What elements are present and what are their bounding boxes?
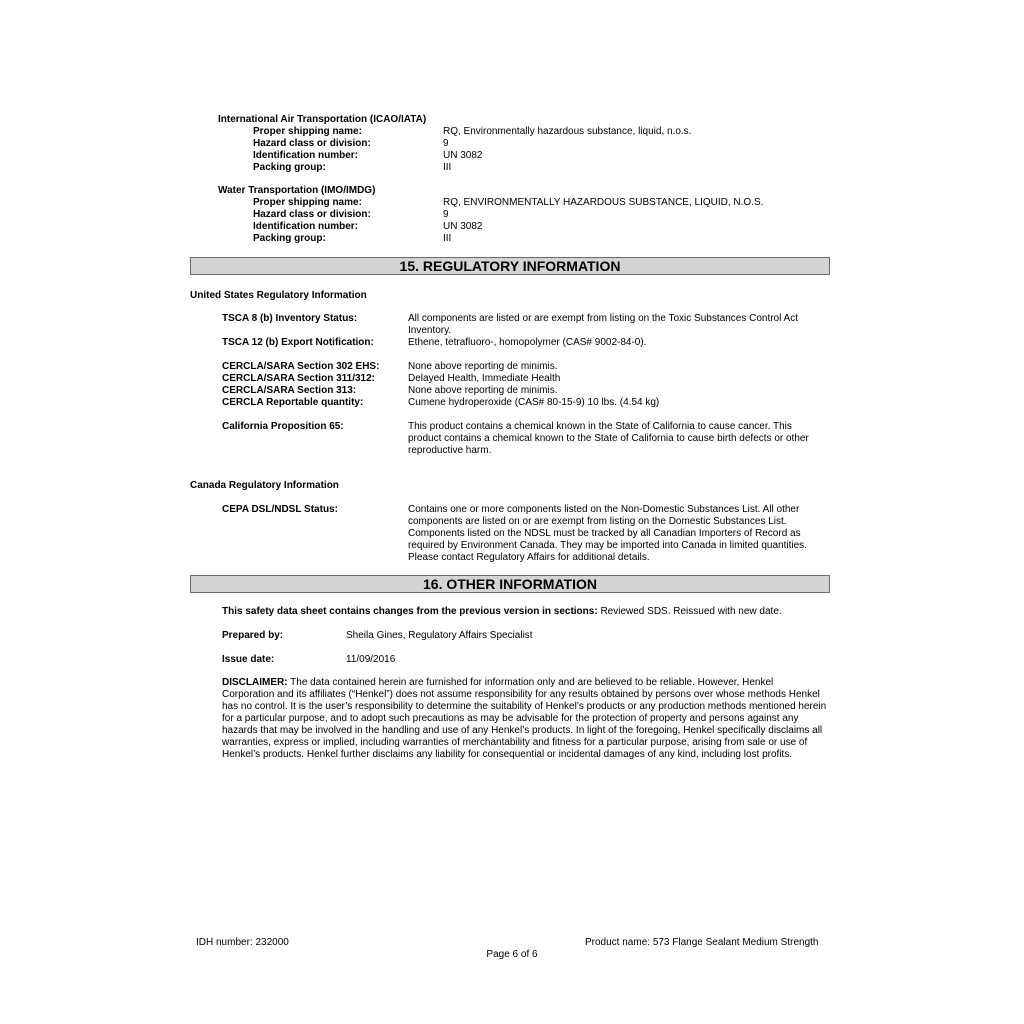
tsca-inventory-label: TSCA 8 (b) Inventory Status:: [222, 313, 358, 324]
cercla-313-label: CERCLA/SARA Section 313:: [222, 385, 357, 396]
footer-page-number: Page 6 of 6: [486, 949, 538, 960]
prop65-value: This product contains a chemical known in the State of California to cause cancer. This product contains a chemical known to the State of California to cause birth defects or other reproductive harm.: [408, 421, 809, 456]
air-transport-heading: International Air Transportation (ICAO/IATA): [218, 114, 427, 125]
tsca-inventory-value: All components are listed or are exempt from listing on the Toxic Substances Control Act Inventory.: [408, 313, 799, 336]
tsca-export-value: Ethene, tetrafluoro-, homopolymer (CAS# 9002-84-0).: [408, 337, 647, 348]
disclaimer-label: DISCLAIMER:: [222, 677, 288, 688]
water-hazard-class-label: Hazard class or division:: [253, 209, 371, 220]
water-packing-group-value: III: [443, 233, 452, 244]
cercla-311-label: CERCLA/SARA Section 311/312:: [222, 373, 376, 384]
changes-label: This safety data sheet contains changes from the previous version in sections:: [222, 606, 598, 617]
footer-product-name: Product name: 573 Flange Sealant Medium Strength: [585, 937, 819, 948]
air-id-number-value: UN 3082: [443, 150, 483, 161]
water-id-number-label: Identification number:: [253, 221, 358, 232]
footer-idh-number: IDH number: 232000: [196, 937, 289, 948]
section-16-banner: 16. OTHER INFORMATION: [190, 575, 830, 593]
us-regulatory-heading: United States Regulatory Information: [190, 290, 367, 301]
air-shipping-name-label: Proper shipping name:: [253, 126, 362, 137]
water-shipping-name-label: Proper shipping name:: [253, 197, 362, 208]
air-packing-group-value: III: [443, 162, 452, 173]
water-id-number-value: UN 3082: [443, 221, 483, 232]
prepared-by-label: Prepared by:: [222, 630, 284, 641]
water-transport-heading: Water Transportation (IMO/IMDG): [218, 185, 376, 196]
changes-line: [222, 606, 782, 618]
air-hazard-class-value: 9: [443, 138, 449, 149]
section-15-banner: 15. REGULATORY INFORMATION: [190, 257, 830, 275]
cercla-rq-value: Cumene hydroperoxide (CAS# 80-15-9) 10 lbs. (4.54 kg): [408, 397, 660, 408]
cepa-label: CEPA DSL/NDSL Status:: [222, 504, 338, 515]
water-hazard-class-value: 9: [443, 209, 449, 220]
canada-regulatory-heading: Canada Regulatory Information: [190, 480, 339, 491]
air-id-number-label: Identification number:: [253, 150, 358, 161]
cercla-302-label: CERCLA/SARA Section 302 EHS:: [222, 361, 380, 372]
water-shipping-name-value: RQ, ENVIRONMENTALLY HAZARDOUS SUBSTANCE, LIQUID, N.O.S.: [443, 197, 764, 208]
changes-value: Reviewed SDS. Reissued with new date.: [600, 606, 782, 617]
air-hazard-class-label: Hazard class or division:: [253, 138, 371, 149]
cercla-302-value: None above reporting de minimis.: [408, 361, 558, 372]
disclaimer: [222, 677, 828, 761]
tsca-export-label: TSCA 12 (b) Export Notification:: [222, 337, 374, 348]
prepared-by-value: Sheila Gines, Regulatory Affairs Specialist: [346, 630, 533, 641]
issue-date-label: Issue date:: [222, 654, 275, 665]
water-packing-group-label: Packing group:: [253, 233, 326, 244]
cepa-value: Contains one or more components listed on the Non-Domestic Substances List. All other components are listed on or are exempt from listing on the Domestic Substances List. Components listed on the NDSL must be tracked by all Canadian Importers of Record as required by Environment Canada. They may be imported into Canada in limited quantities. Please contact Regulatory Affairs for additional details.: [408, 504, 807, 563]
disclaimer-text: The data contained herein are furnished for information only and are believed to be reliable. However, Henkel Corporation and its affiliates (“Henkel”) does not assume responsibility for any results obtained by persons over whose methods Henkel has no control. It is the user’s responsibility to determine the suitability of Henkel’s products or any production methods mentioned herein for a particular purpose, and to adopt such precautions as may be advisable for the protection of property and persons against any hazards that may be involved in the handling and use of any Henkel’s products. In light of the foregoing, Henkel specifically disclaims all warranties, express or implied, including warranties of merchantability and fitness for a particular purpose, arising from sale or use of Henkel’s products. Henkel further disclaims any liability for consequential or incidental damages of any kind, including lost profits.: [222, 677, 827, 760]
air-packing-group-label: Packing group:: [253, 162, 326, 173]
cercla-rq-label: CERCLA Reportable quantity:: [222, 397, 364, 408]
issue-date-value: 11/09/2016: [346, 654, 396, 665]
cercla-311-value: Delayed Health, Immediate Health: [408, 373, 561, 384]
prop65-label: California Proposition 65:: [222, 421, 344, 432]
air-shipping-name-value: RQ, Environmentally hazardous substance, liquid, n.o.s.: [443, 126, 692, 137]
cercla-313-value: None above reporting de minimis.: [408, 385, 558, 396]
